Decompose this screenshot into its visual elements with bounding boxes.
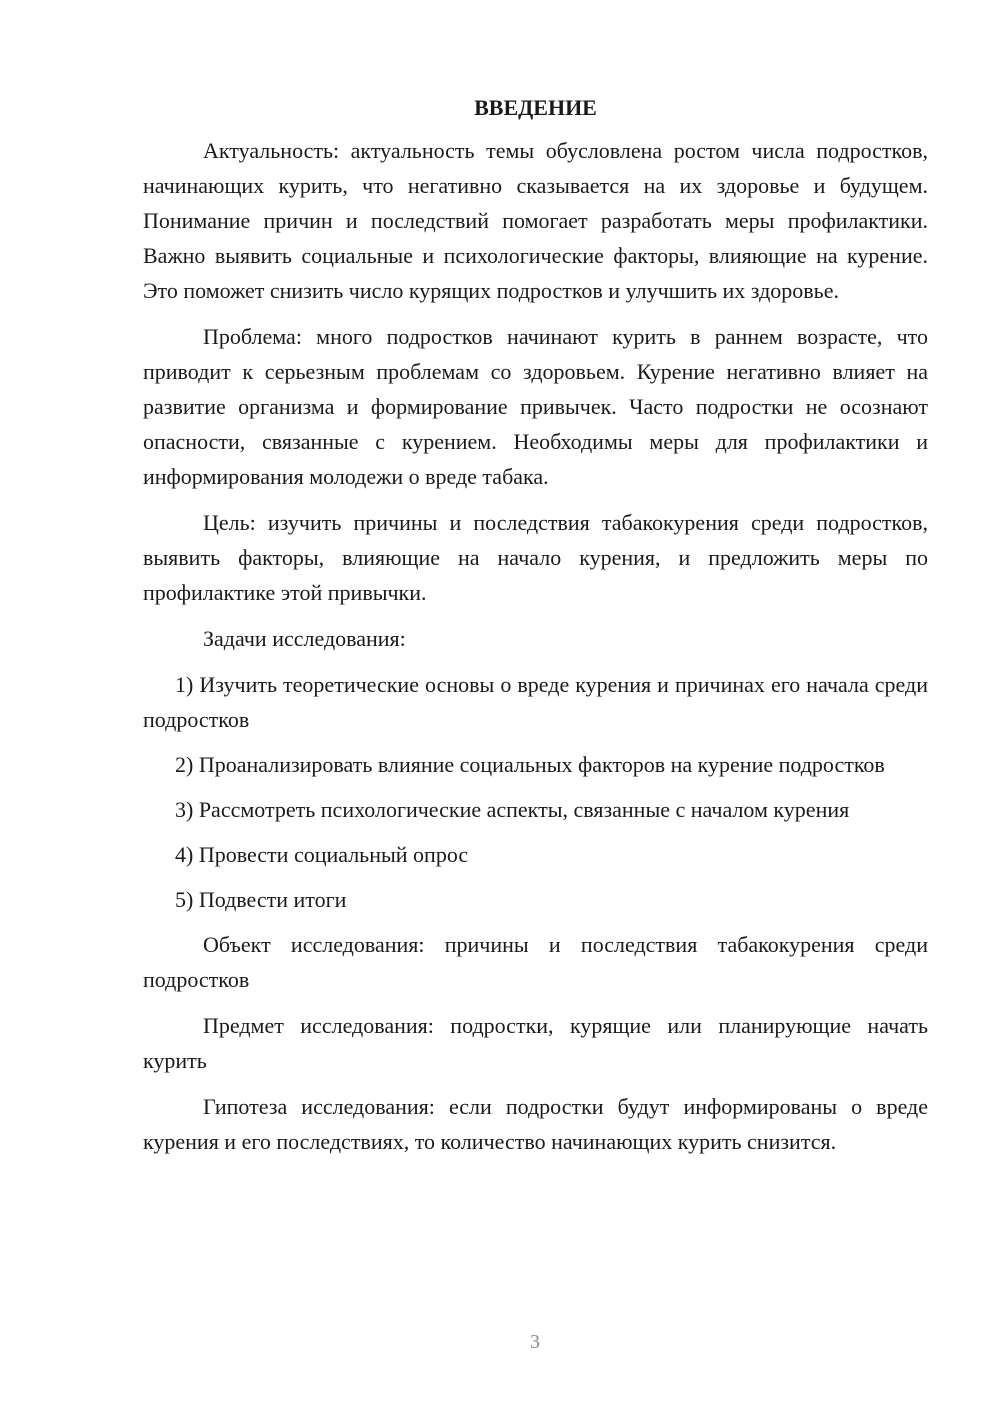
section-title: ВВЕДЕНИЕ xyxy=(474,95,597,120)
task-item-2: 2) Проанализировать влияние социальных факторов на курение подростков xyxy=(175,752,885,777)
relevance-paragraph: Актуальность: актуальность темы обусловлена ростом числа подростков, начинающих курить, что негативно сказывается на их здоровье и будущем. Понимание причин и последствий помогает разработать меры профилактики. Важно выявить социальные и психологические факторы, влияющие на курение. Это поможет снизить число курящих подростков и улучшить их здоровье. xyxy=(143,138,928,303)
tasks-heading: Задачи исследования: xyxy=(203,626,406,651)
hypothesis-paragraph: Гипотеза исследования: если подростки будут информированы о вреде курения и его последствиях, то количество начинающих курить снизится. xyxy=(143,1094,928,1154)
goal-paragraph: Цель: изучить причины и последствия табакокурения среди подростков, выявить факторы, влияющие на начало курения, и предложить меры по профилактике этой привычки. xyxy=(143,510,928,605)
document-page xyxy=(143,90,928,1170)
object-paragraph: Объект исследования: причины и последствия табакокурения среди подростков xyxy=(143,932,928,992)
problem-paragraph: Проблема: много подростков начинают курить в раннем возрасте, что приводит к серьезным проблемам со здоровьем. Курение негативно влияет на развитие организма и формирование привычек. Часто подростки не осознают опасности, связанные с курением. Необходимы меры для профилактики и информирования молодежи о вреде табака. xyxy=(143,324,928,489)
task-item-4: 4) Провести социальный опрос xyxy=(175,842,469,867)
subject-paragraph: Предмет исследования: подростки, курящие или планирующие начать курить xyxy=(143,1013,928,1073)
task-item-1: 1) Изучить теоретические основы о вреде курения и причинах его начала среди подростков xyxy=(143,672,928,732)
task-item-5: 5) Подвести итоги xyxy=(175,887,347,912)
page-number: 3 xyxy=(530,1331,540,1353)
task-item-3: 3) Рассмотреть психологические аспекты, связанные с началом курения xyxy=(175,797,850,822)
